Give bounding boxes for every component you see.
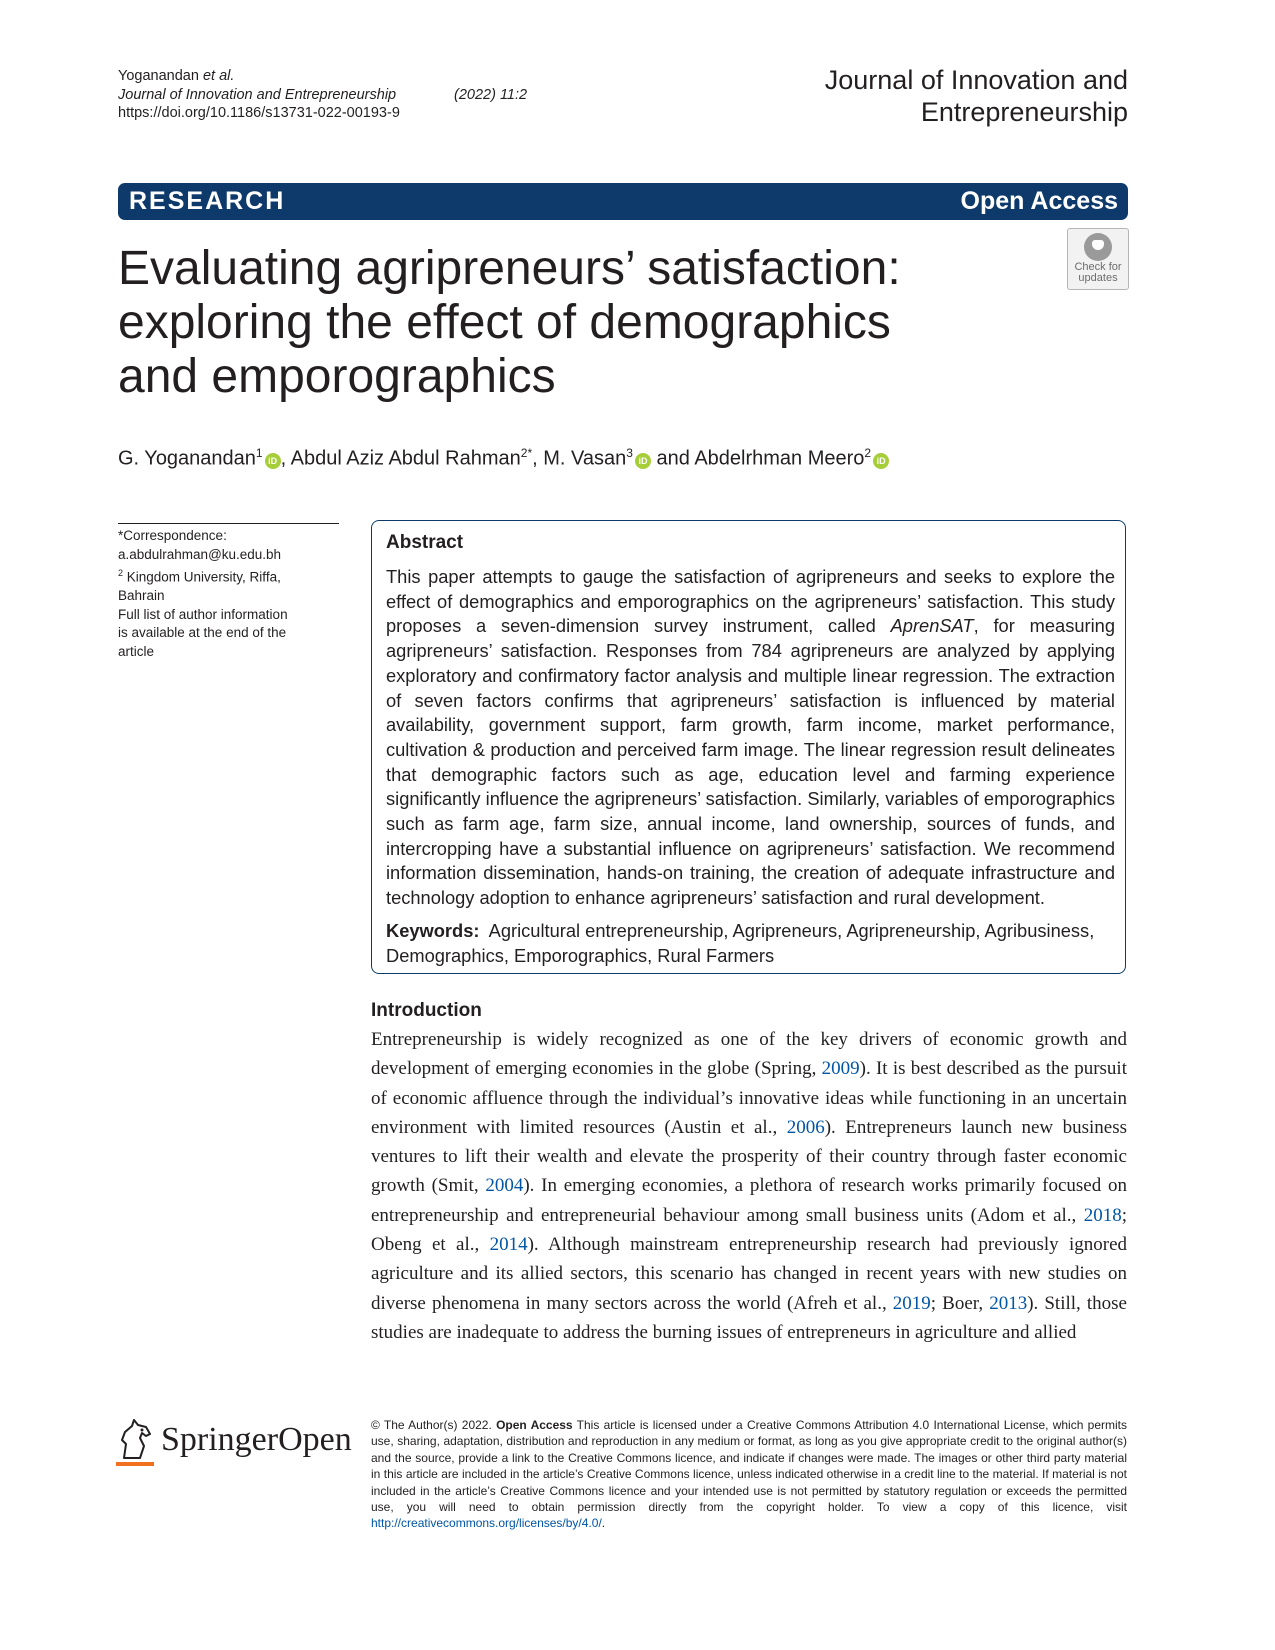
keywords: Keywords: Agricultural entrepreneurship, Agripreneurs, Agripreneurship, Agribusiness, Demographics, Emporographics, Rural Farmers — [386, 920, 1095, 966]
citation-journal: Journal of Innovation and Entrepreneurship — [118, 86, 397, 103]
license-notice: © The Author(s) 2022. Open Access This article is licensed under a Creative Commons Attribution 4.0 International License, which permits use, sharing, adaptation, distribution and reproduction in any medium or format, as long as you give appropriate credit to the original author(s) and the source, provide a link to the Creative Commons licence, and indicate if changes were made. The images or other third party material in this article are included in the article’s Creative Commons licence, unless indicated otherwise in a credit line to the material. If material is not included in the article’s Creative Commons licence and your intended use is not permitted by statutory regulation or exceeds the permitted use, you will need to obtain permission directly from the copyright holder. To view a copy of this licence, visit http://creativecommons.org/licenses/by/4.0/. — [371, 1418, 1128, 1531]
article-title: Evaluating agripreneurs’ satisfaction: exploring the effect of demographics and emporographics — [118, 242, 901, 403]
citation-link[interactable]: 2013 — [989, 1292, 1028, 1314]
author-name: Abdelrhman Meero — [694, 447, 865, 470]
springer-open-logo — [116, 1418, 352, 1466]
orcid-icon[interactable]: iD — [265, 453, 281, 469]
citation-link[interactable]: 2019 — [892, 1292, 931, 1314]
correspondence-note: *Correspondence: a.abdulrahman@ku.edu.bh $^2$ Kingdom University, Riffa, Bahrain Full list of author information is available at the end of the article — [118, 527, 343, 661]
orcid-icon[interactable]: iD — [635, 453, 651, 469]
check-for-updates-button[interactable] — [1067, 228, 1129, 290]
abstract-text: This paper attempts to gauge the satisfaction of agripreneurs and seeks to explore the effect of demographics and emporographics on the agripreneurs’ satisfaction. This study proposes a seven-dimension survey instrument, called AprenSAT, for measuring agripreneurs’ satisfaction. Responses from 784 agripreneurs are analyzed by applying exploratory and confirmatory factor analysis and multiple linear regression. The extraction of seven factors confirms that agripreneurs’ satisfaction is influenced by material availability, government support, farm growth, farm income, market performance, cultivation & production and perceived farm image. The linear regression result delineates that demographic factors such as age, education level and farming experience significantly influence the agripreneurs’ satisfaction. Similarly, variables of emporographics such as farm age, farm size, annual income, land ownership, sources of funds, and intercropping have a substantial influence on agripreneurs’ satisfaction. We recommend information dissemination, hands-on training, the creation of adequate infrastructure and technology adoption to enhance agripreneurs’ satisfaction and rural development. — [386, 566, 1115, 909]
journal-title: Journal of Innovation and Entrepreneurship — [824, 65, 1128, 127]
citation-doi[interactable]: https://doi.org/10.1186/s13731-022-00193-9 — [118, 105, 400, 121]
author-list: G. Yoganandan$^1$iD , Abdul Aziz Abdul Rahman$^{2*}$, M. Vasan$^3$iD and Abdelrhman Meero$^2$iD — [118, 440, 889, 472]
open-access-label: Open Access — [960, 187, 1118, 215]
citation-volume: (2022) 11:2 — [454, 86, 528, 103]
correspondence-email[interactable]: a.abdulrahman@ku.edu.bh — [118, 546, 282, 562]
introduction-text: Entrepreneurship is widely recognized as one of the key drivers of economic growth and development of emerging economies in the globe (Spring, 2009). It is best described as the pursuit of economic affluence through the individual’s innovative ideas while functioning in an uncertain environment with limited resources (Austin et al., 2006). Entrepreneurs launch new business ventures to lift their wealth and elevate the prosperity of their country through faster economic growth (Smit, 2004). In emerging economies, a plethora of research works primarily focused on entrepreneurship and entrepreneurial behaviour among small business units (Adom et al., 2018; Obeng et al., 2014). Although mainstream entrepreneurship research had previously ignored agriculture and its allied sectors, this scenario has changed in recent years with new studies on diverse phenomena in many sectors across the world (Afreh et al., 2019; Boer, 2013). Still, those studies are inadequate to address the burning issues of entrepreneurs in agriculture and allied — [371, 1029, 1128, 1343]
logo-accent-bar — [116, 1462, 154, 1466]
orcid-icon[interactable]: iD — [873, 453, 889, 469]
side-divider — [118, 523, 339, 524]
citation-link[interactable]: 2018 — [1083, 1204, 1122, 1226]
abstract-heading: Abstract — [386, 532, 464, 553]
bookmark-icon — [1084, 233, 1112, 261]
keywords-label: Keywords: — [386, 920, 480, 941]
author-name: Abdul Aziz Abdul Rahman — [290, 447, 521, 470]
article-type-banner — [118, 183, 1128, 220]
springer-brand-text: Springer — [161, 1421, 279, 1458]
citation-link[interactable]: 2004 — [485, 1175, 524, 1197]
author-name: M. Vasan — [543, 447, 627, 470]
citation-link[interactable]: 2006 — [786, 1116, 825, 1138]
citation-block — [118, 67, 527, 123]
article-type-label: RESEARCH — [129, 187, 286, 215]
author-name: G. Yoganandan — [118, 447, 256, 470]
citation-link[interactable]: 2014 — [489, 1234, 528, 1256]
open-brand-text: Open — [278, 1421, 352, 1458]
check-for-updates-label: Check for updates — [1074, 261, 1122, 284]
citation-link[interactable]: 2009 — [821, 1058, 860, 1080]
section-heading-introduction: Introduction — [371, 1000, 482, 1021]
springer-horse-icon — [116, 1418, 156, 1462]
citation-authors: Yoganandan et al. — [118, 68, 235, 84]
license-link[interactable]: http://creativecommons.org/licenses/by/4.0/ — [371, 1516, 602, 1531]
